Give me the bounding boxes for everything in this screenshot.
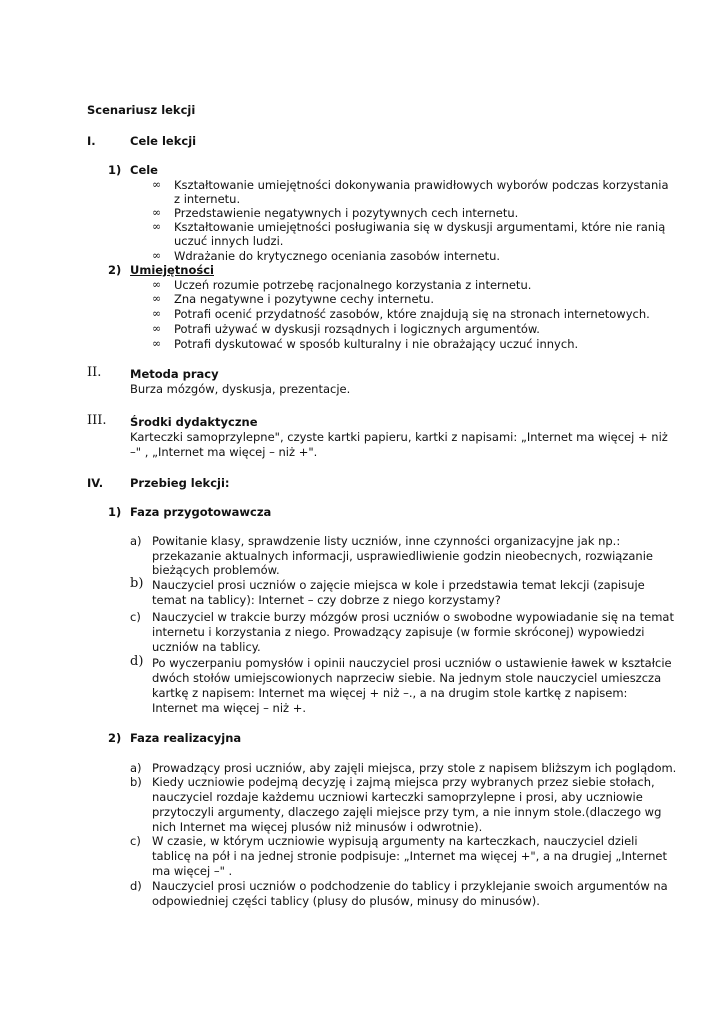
faza-1-item-line: dwóch stołów umiejscowionych naprzeciw siebie. Na jednym stole nauczyciel umieszcza [152,671,662,685]
faza-1-item-line: Nauczyciel w trakcie burzy mózgów prosi uczniów o swobodne wypowiadanie się na temat [152,610,674,624]
subsection-umiejetnosci-number: 2) [108,263,122,277]
cele-line: z internetu. [174,192,241,206]
bullet-icon: ∞ [152,249,162,262]
bullet-icon: ∞ [152,206,162,219]
faza-1-item-letter: c) [130,610,141,624]
umiejetnosci-line: Uczeń rozumie potrzebę racjonalnego korzystania z internetu. [174,278,532,292]
cele-line: Kształtowanie umiejętności dokonywania prawidłowych wyborów podczas korzystania [174,178,669,192]
faza-1-item-letter: d) [130,654,144,669]
faza-1-item-line: Powitanie klasy, sprawdzenie listy uczniów, inne czynności organizacyjne jak np.: [152,534,621,548]
faza-2-number: 2) [108,731,122,745]
bullet-icon: ∞ [152,220,162,233]
document-title: Scenariusz lekcji [87,103,196,117]
section-2-heading: Metoda pracy [130,367,219,381]
section-4-number: IV. [87,476,104,490]
faza-2-item-line: nich Internet ma więcej plusów niż minusów i odwrotnie). [152,820,483,834]
faza-2-item-line: przytoczyli argumenty, dlaczego zajęli miejsce przy tym, a nie innym stole.(dlaczego wg [152,805,662,819]
bullet-icon: ∞ [152,292,162,305]
faza-1-item-line: Po wyczerpaniu pomysłów i opinii nauczyciel prosi uczniów o ustawienie ławek w kształcie [152,656,672,670]
cele-line: Przedstawienie negatywnych i pozytywnych cech internetu. [174,206,519,220]
subsection-cele-heading: Cele [130,163,158,177]
section-2-text: Burza mózgów, dyskusja, prezentacje. [130,382,351,396]
subsection-cele-number: 1) [108,163,122,177]
umiejetnosci-line: Potrafi używać w dyskusji rozsądnych i logicznych argumentów. [174,322,540,336]
faza-2-item-letter: c) [130,834,141,848]
cele-line: Wdrażanie do krytycznego oceniania zasobów internetu. [174,249,501,263]
section-1-number: I. [87,134,96,148]
section-4-heading: Przebieg lekcji: [130,476,230,490]
bullet-icon: ∞ [152,337,162,350]
faza-1-item-line: internetu i korzystania z niego. Prowadzący zapisuje (w formie skróconej) wypowiedzi [152,625,645,639]
faza-1-heading: Faza przygotowawcza [130,505,272,519]
cele-line: Kształtowanie umiejętności posługiwania się w dyskusji argumentami, które nie ranią [174,220,666,234]
section-3-line: Karteczki samoprzylepne", czyste kartki papieru, kartki z napisami: „Internet ma więcej + niż [130,430,668,444]
section-1-heading: Cele lekcji [130,134,197,148]
faza-2-item-letter: a) [130,761,142,775]
faza-2-item-line: tablicę na pół i na jednej stronie podpisuje: „Internet ma więcej +", a na drugiej „Internet [152,849,668,863]
umiejetnosci-line: Potrafi dyskutować w sposób kulturalny i nie obrażający uczuć innych. [174,337,579,351]
faza-2-item-line: W czasie, w którym uczniowie wypisują argumenty na karteczkach, nauczyciel dzieli [152,834,638,848]
faza-1-item-letter: b) [130,576,144,591]
faza-2-item-line: nauczyciel rozdaje każdemu uczniowi karteczki samoprzylepne i prosi, aby uczniowie [152,790,643,804]
subsection-umiejetnosci-heading: Umiejętności [130,263,214,277]
umiejetnosci-line: Potrafi ocenić przydatność zasobów, które znajdują się na stronach internetowych. [174,307,650,321]
faza-2-heading: Faza realizacyjna [130,731,242,745]
faza-2-item-letter: d) [130,879,142,893]
faza-1-item-line: przekazanie aktualnych informacji, usprawiedliwienie godzin nieobecnych, rozwiązanie [152,549,653,563]
faza-2-item-line: Nauczyciel prosi uczniów o podchodzenie do tablicy i przyklejanie swoich argumentów na [152,879,668,893]
faza-1-item-line: bieżących problemów. [152,563,280,577]
section-3-line: –" , „Internet ma więcej – niż +". [130,445,318,459]
faza-1-item-letter: a) [130,534,142,548]
bullet-icon: ∞ [152,322,162,335]
section-3-heading: Środki dydaktyczne [130,415,258,429]
bullet-icon: ∞ [152,278,162,291]
bullet-icon: ∞ [152,178,162,191]
faza-1-item-line: kartkę z napisem: Internet ma więcej + niż –., a na drugim stole kartkę z napisem: [152,686,628,700]
faza-2-item-line: Prowadzący prosi uczniów, aby zajęli miejsca, przy stole z napisem bliższym ich poglądom. [152,761,677,775]
faza-2-item-letter: b) [130,775,142,789]
faza-1-number: 1) [108,505,122,519]
faza-2-item-line: odpowiedniej części tablicy (plusy do plusów, minusy do minusów). [152,894,540,908]
bullet-icon: ∞ [152,307,162,320]
faza-2-item-line: ma więcej –" . [152,864,233,878]
section-2-number: II. [87,365,102,380]
faza-1-item-line: Internet ma więcej – niż +. [152,701,307,715]
umiejetnosci-line: Zna negatywne i pozytywne cechy internetu. [174,292,434,306]
faza-1-item-line: Nauczyciel prosi uczniów o zajęcie miejsca w kole i przedstawia temat lekcji (zapisuje [152,578,645,592]
section-3-number: III. [87,413,107,428]
faza-1-item-line: temat na tablicy): Internet – czy dobrze z niego korzystamy? [152,593,501,607]
faza-1-item-line: uczniów na tablicy. [152,640,261,654]
faza-2-item-line: Kiedy uczniowie podejmą decyzję i zajmą miejsca przy wybranych przez siebie stołach, [152,775,655,789]
cele-line: uczuć innych ludzi. [174,234,284,248]
